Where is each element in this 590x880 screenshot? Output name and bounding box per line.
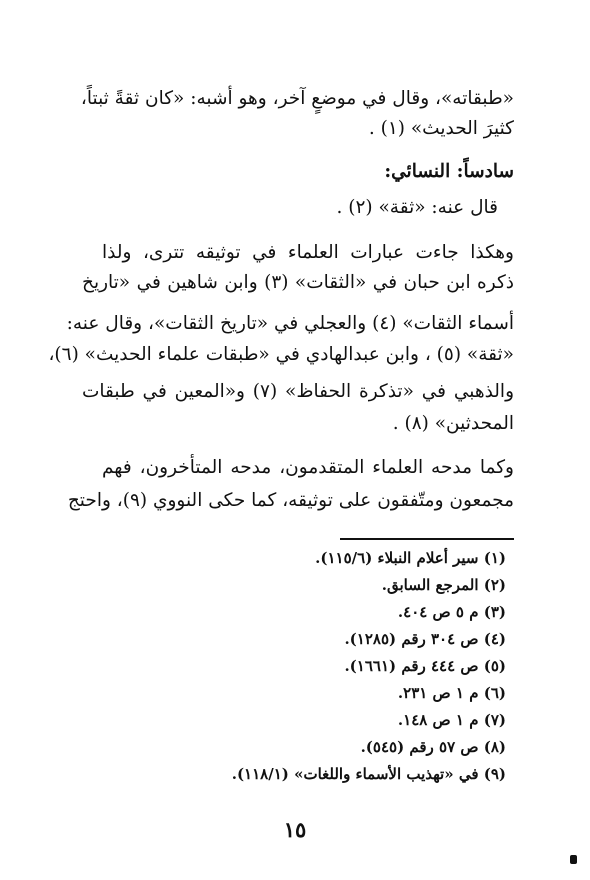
footnote: (٣) م ٥ ص ٤٠٤. bbox=[397, 603, 506, 621]
footnote: (١) سير أعلام النبلاء (١١٥/٦). bbox=[315, 549, 506, 567]
body-line: «ثقة» (٥) ، وابن عبدالهادي في «طبقات علماء الحديث» (٦)، bbox=[48, 344, 514, 365]
footnote-separator bbox=[340, 538, 514, 540]
scan-edge-mark bbox=[570, 855, 577, 864]
footnote: (٩) في «تهذيب الأسماء واللغات» (١١٨/١). bbox=[231, 765, 506, 783]
footnote: (٦) م ١ ص ٢٣١. bbox=[397, 684, 506, 702]
page-number: ١٥ bbox=[283, 817, 307, 842]
body-line: ذكره ابن حبان في «الثقات» (٣) وابن شاهين في «تاريخ bbox=[82, 272, 514, 293]
footnote: (٧) م ١ ص ١٤٨. bbox=[397, 711, 506, 729]
footnote: (٢) المرجع السابق. bbox=[381, 576, 506, 594]
footnote: (٥) ص ٤٤٤ رقم (١٦٦١). bbox=[344, 657, 506, 675]
body-line: المحدثين» (٨) . bbox=[392, 413, 514, 434]
footnote: (٤) ص ٣٠٤ رقم (١٢٨٥). bbox=[344, 630, 506, 648]
body-line: مجمعون ومتّفقون على توثيقه، كما حكى النووي (٩)، واحتج bbox=[67, 490, 514, 511]
body-line: أسماء الثقات» (٤) والعجلي في «تاريخ الثقات»، وقال عنه: bbox=[66, 313, 514, 334]
body-line: «طبقاته»، وقال في موضعٍ آخر، وهو أشبه: «كان ثقةً ثبتاً، bbox=[80, 88, 514, 109]
body-line: وكما مدحه العلماء المتقدمون، مدحه المتأخرون، فهم bbox=[102, 457, 514, 478]
body-line: والذهبي في «تذكرة الحفاظ» (٧) و«المعين في طبقات bbox=[82, 381, 514, 402]
footnote: (٨) ص ٥٧ رقم (٥٤٥). bbox=[360, 738, 506, 756]
section-heading: سادساً: النسائي: bbox=[384, 161, 514, 182]
body-line: وهكذا جاءت عبارات العلماء في توثيقه تترى، ولذا bbox=[102, 242, 514, 263]
body-line: كثيرَ الحديث» (١) . bbox=[368, 118, 514, 139]
body-line: قال عنه: «ثقة» (٢) . bbox=[336, 197, 498, 218]
